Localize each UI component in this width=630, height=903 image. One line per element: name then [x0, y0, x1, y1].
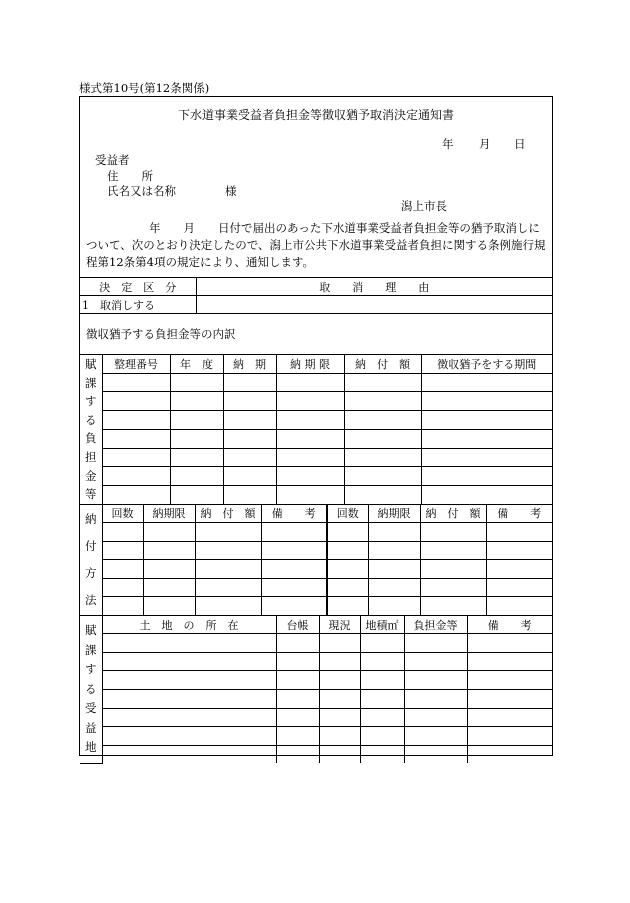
table-row: [80, 708, 552, 727]
form-frame: [79, 96, 553, 756]
recipient-honorific: 様: [225, 184, 237, 198]
breakdown-label: 徴収猶予する負担金等の内訳: [80, 314, 552, 355]
col-payment-amount: 納 付 額: [344, 355, 421, 373]
decision-table: [80, 278, 552, 355]
table-row: [80, 689, 552, 708]
cancel-reason-cell[interactable]: [196, 296, 552, 314]
form-title: 下水道事業受益者負担金等徴収猶予取消決定通知書: [177, 108, 454, 122]
notice-line-1: 年 月 日付で届出のあった下水道事業受益者負担金等の猶予取消しに: [149, 221, 540, 235]
table-row: [80, 652, 552, 671]
recipient-label: 受益者: [95, 153, 130, 167]
recipient-name-label: 氏名又は名称: [107, 184, 176, 198]
col-payment-term: 納 期: [223, 355, 276, 373]
col-ref-number: 整理番号: [102, 355, 170, 373]
decision-category-header: 決 定 区 分: [80, 278, 196, 296]
decision-option-cancel: 1 取消しする: [80, 296, 196, 314]
notice-body: [86, 220, 546, 271]
col-payment-amount: 納 付 額: [195, 505, 261, 523]
assessment-side-label: 賦 課 す る 負 担 金 等: [80, 355, 102, 504]
benefited-land-table: [80, 616, 552, 764]
date-month: 月: [479, 137, 491, 151]
col-registry: 台帳: [276, 616, 319, 634]
col-remarks-2: 備 考: [486, 505, 552, 523]
col-deferral-period: 徴収猶予をする期間: [421, 355, 552, 373]
assessment-table: [80, 355, 552, 505]
table-row: [80, 467, 552, 486]
payment-method-table: [80, 505, 552, 616]
col-due-date: 納 期 限: [276, 355, 344, 373]
col-charge: 負担金等: [404, 616, 467, 634]
table-row: [80, 523, 552, 542]
table-row: [80, 429, 552, 448]
col-land-area: 地積㎡: [360, 616, 404, 634]
table-row: [80, 745, 552, 763]
col-remarks: 備 考: [467, 616, 552, 634]
table-row: [80, 560, 552, 579]
form-caption: 様式第10号(第12条関係): [79, 81, 210, 95]
col-payment-amount-2: 納 付 額: [420, 505, 486, 523]
date-year: 年: [442, 137, 454, 151]
table-row: [80, 392, 552, 411]
issuer-name: 潟上市長: [401, 199, 447, 213]
land-side-label: 賦 課 す る 受 益 地: [80, 616, 102, 764]
notice-line-3: 程第12条第4項の規定により、通知します。: [86, 255, 315, 269]
col-due-date: 納期限: [143, 505, 195, 523]
table-row: [80, 541, 552, 560]
col-installment-no-2: 回数: [327, 505, 368, 523]
notice-line-2: ついて、次のとおり決定したので、潟上市公共下水道事業受益者負担に関する条例施行規: [86, 238, 546, 252]
table-row: [80, 634, 552, 653]
col-remarks: 備 考: [261, 505, 327, 523]
table-row: [80, 486, 552, 505]
col-current-status: 現況: [319, 616, 360, 634]
table-row: [80, 597, 552, 616]
col-fiscal-year: 年 度: [170, 355, 223, 373]
form-header: [80, 97, 552, 278]
table-row: [80, 671, 552, 690]
payment-side-label: 納 付 方 法: [80, 505, 102, 616]
table-row: [80, 448, 552, 467]
table-row: [80, 578, 552, 597]
col-installment-no: 回数: [102, 505, 143, 523]
col-land-location: 土 地 の 所 在: [102, 616, 276, 634]
date-day: 日: [514, 137, 526, 151]
recipient-address-label: 住 所: [107, 169, 153, 183]
col-due-date-2: 納期限: [368, 505, 420, 523]
cancel-reason-header: 取 消 理 由: [196, 278, 552, 296]
table-row: [80, 727, 552, 746]
table-row: [80, 373, 552, 392]
table-row: [80, 411, 552, 430]
